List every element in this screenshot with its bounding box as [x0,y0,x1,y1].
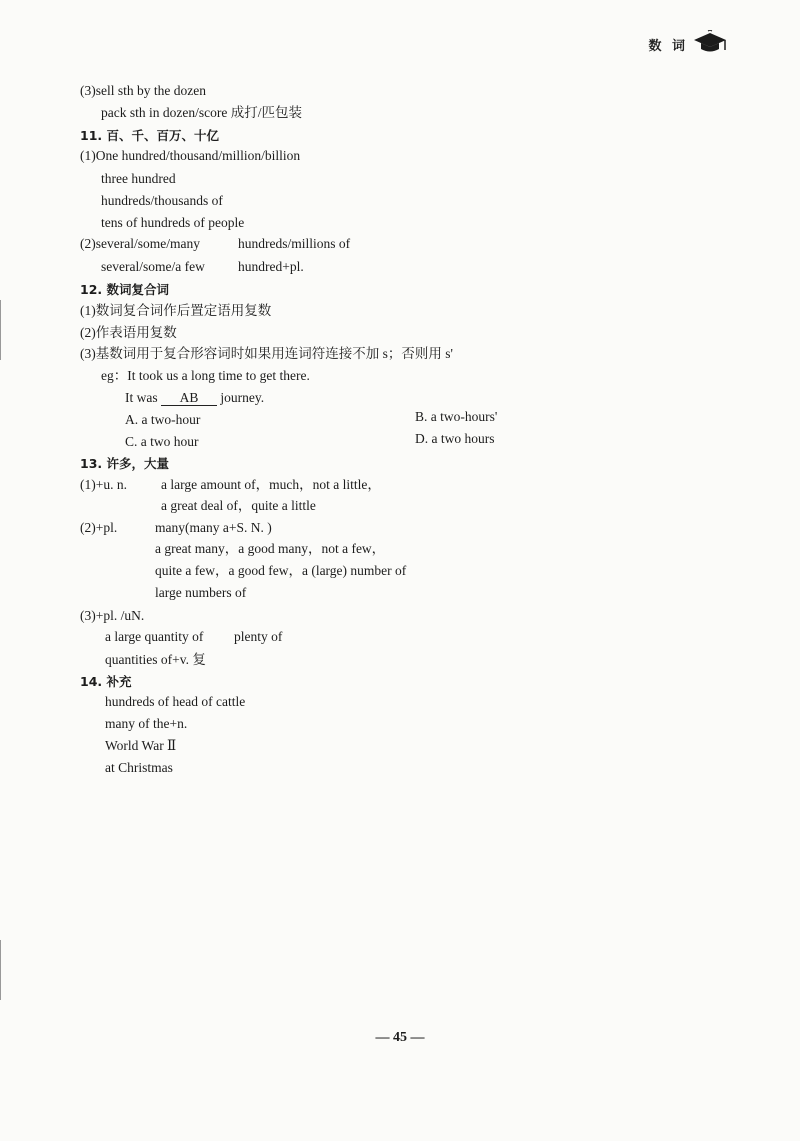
running-header [648,30,728,59]
text-line: a great many，a good many，not a few， [155,541,386,556]
text-line: hundreds of head of cattle [105,694,246,709]
text-line: quite a few，a good few，a (large) number of [155,563,407,578]
scan-edge [0,300,1,360]
section-heading: 11. 百、千、百万、十亿 [80,128,219,143]
text-line: plenty of [234,629,283,644]
text-line: many of the+n. [105,716,188,731]
text-line: a large quantity of [105,629,204,644]
scan-edge [0,940,1,1000]
option-d: D. a two hours [415,431,495,446]
text-line: eg：It took us a long time to get there. [101,368,310,383]
section-heading: 12. 数词复合词 [80,282,169,297]
text-line: three hundred [101,171,176,186]
text-line: a great deal of，quite a little [161,498,316,513]
text-line: (1)+u. n. [80,477,127,492]
option-c: C. a two hour [125,434,199,449]
text-line: hundred+pl. [238,259,304,274]
text-line: World War Ⅱ [105,738,177,753]
text-line: many(many a+S. N. ) [155,520,272,535]
answer-blank: AB [161,390,217,406]
header-title: 数 词 [648,39,688,54]
question-stem [125,389,264,407]
text-line: pack sth in dozen/score 成打/匹包装 [101,105,302,120]
text-line: quantities of+v. 复 [105,652,206,667]
section-heading: 13. 许多，大量 [80,456,169,471]
graduation-cap-icon [692,30,728,59]
text-line: tens of hundreds of people [101,215,245,230]
text-line: (3)+pl. /uN. [80,608,145,623]
text-line: (3)sell sth by the dozen [80,83,206,98]
option-b: B. a two-hours' [415,409,498,424]
text-line: hundreds/thousands of [101,193,223,208]
text-line: at Christmas [105,760,173,775]
text-line: (1)数词复合词作后置定语用复数 [80,303,272,318]
section-heading: 14. 补充 [80,674,132,689]
text-line: hundreds/millions of [238,236,351,251]
stem-text: It was [125,390,158,405]
text-line: (3)基数词用于复合形容词时如果用连词符连接不加 s；否则用 s' [80,346,453,361]
stem-text: journey. [220,390,265,405]
text-line: (2)several/some/many [80,236,200,251]
text-line: (2)+pl. [80,520,118,535]
page-number: — 45 — [375,1030,425,1045]
text-line: large numbers of [155,585,247,600]
option-a: A. a two-hour [125,412,201,427]
text-line: (1)One hundred/thousand/million/billion [80,148,301,163]
text-line: a large amount of，much，not a little， [161,477,381,492]
text-line: several/some/a few [101,259,205,274]
text-line: (2)作表语用复数 [80,325,177,340]
